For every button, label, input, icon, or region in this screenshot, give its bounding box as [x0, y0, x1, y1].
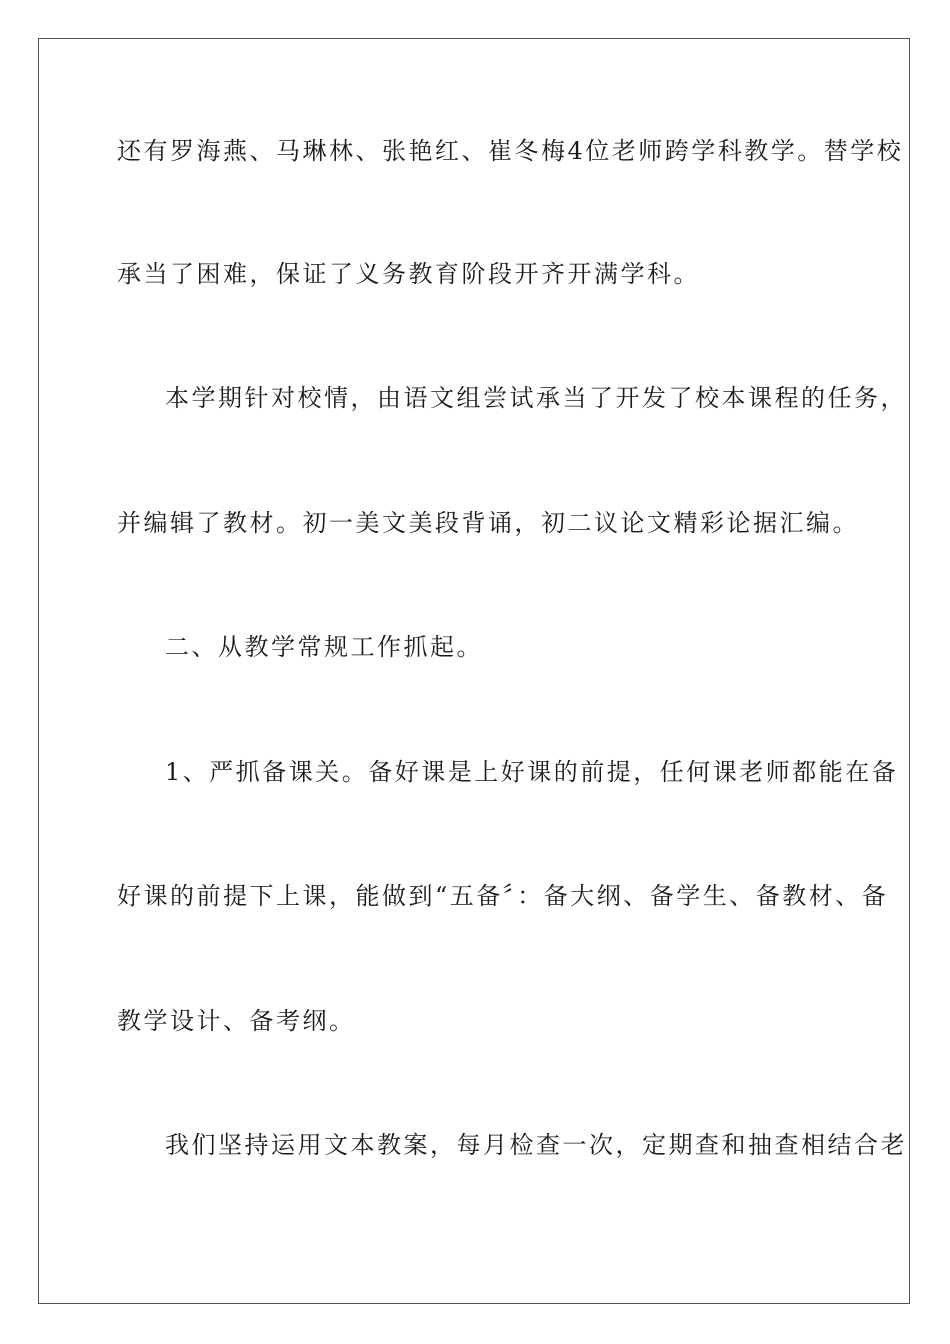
paragraph-start-line: 我们坚持运用文本教案，每月检查一次，定期查和抽查相结合老: [165, 1131, 907, 1159]
text-line: 并编辑了教材。初一美文美段背诵，初二议论文精彩论据汇编。: [117, 509, 859, 537]
text-line: 教学设计、备考纲。: [117, 1007, 356, 1035]
text-line: 好课的前提下上课，能做到“五备〞：备大纲、备学生、备教材、备: [117, 882, 889, 910]
page-border: [38, 38, 910, 1304]
text-line: 承当了困难，保证了义务教育阶段开齐开满学科。: [117, 260, 700, 288]
section-heading: 二、从教学常规工作抓起。: [165, 633, 483, 661]
paragraph-start-line: 1、严抓备课关。备好课是上好课的前提，任何课老师都能在备: [165, 758, 899, 786]
paragraph-start-line: 本学期针对校情，由语文组尝试承当了开发了校本课程的任务，: [165, 384, 907, 412]
text-line: 还有罗海燕、马琳林、张艳红、崔冬梅4位老师跨学科教学。替学校: [117, 137, 904, 165]
